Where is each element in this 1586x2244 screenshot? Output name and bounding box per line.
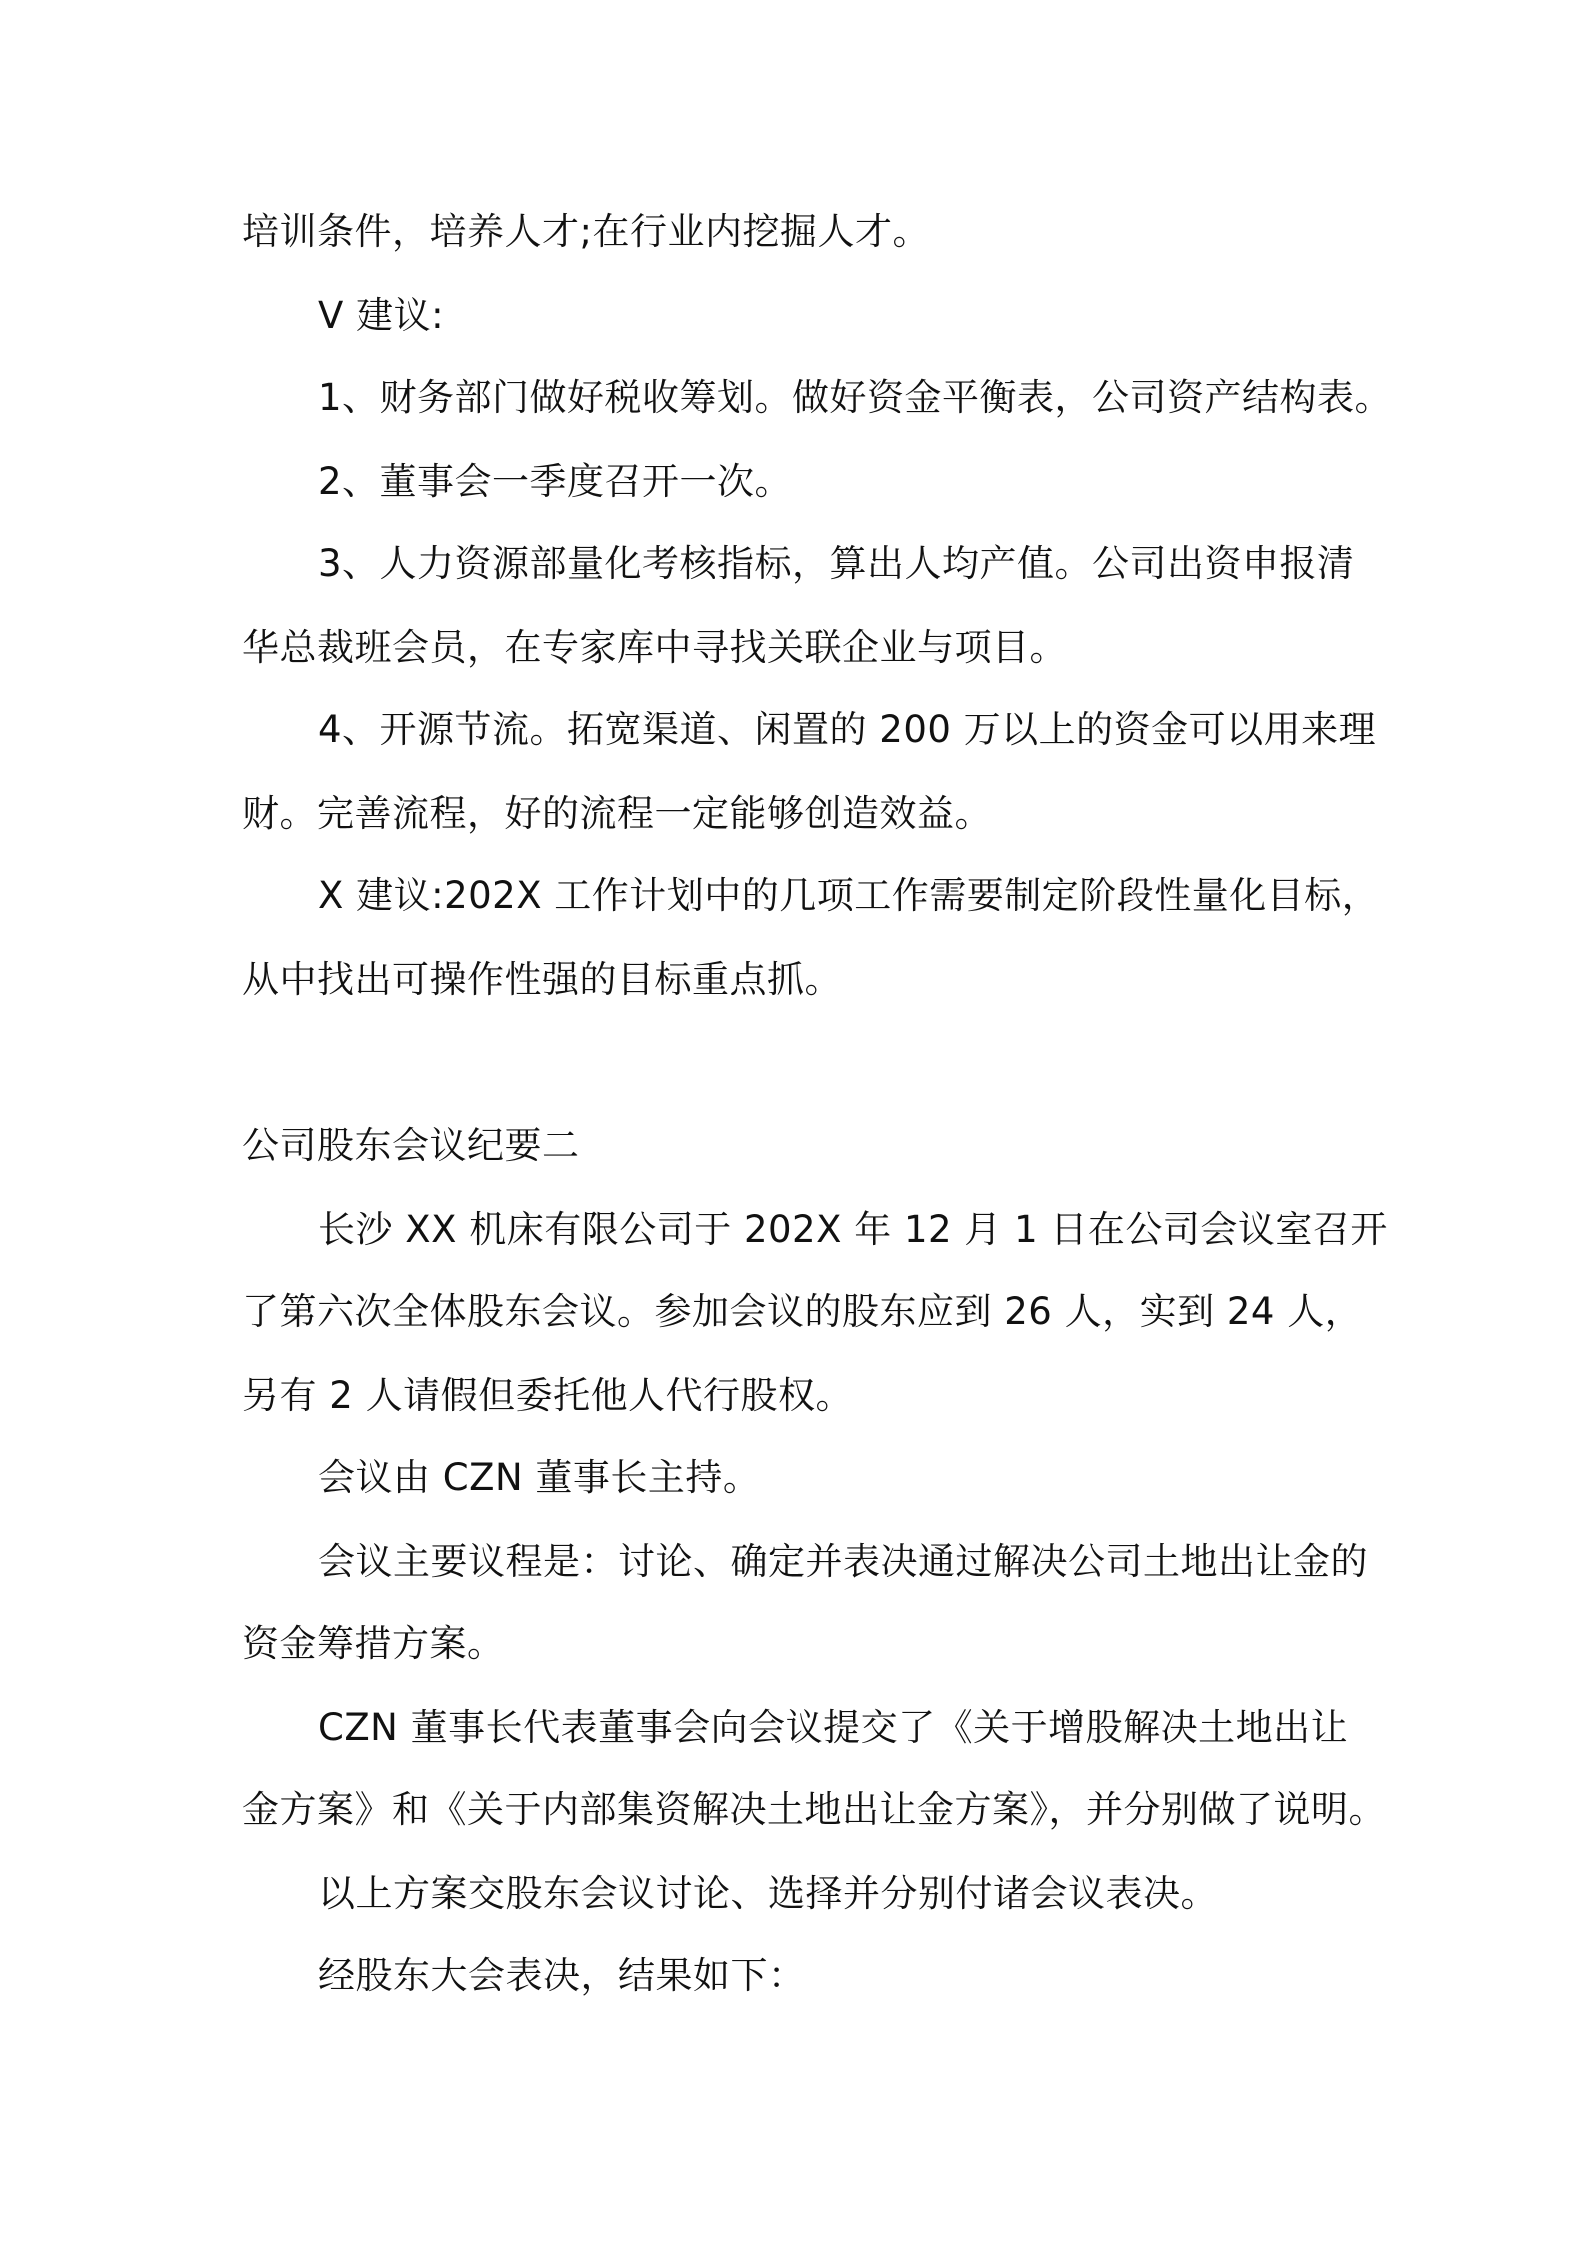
text-line: 从中找出可操作性强的目标重点抓。 <box>242 958 842 1001</box>
paragraph: X 建议:202X 工作计划中的几项工作需要制定阶段性量化目标， <box>318 874 1380 917</box>
list-item: 1、财务部门做好税收筹划。做好资金平衡表，公司资产结构表。 <box>318 376 1393 419</box>
paragraph: 以上方案交股东会议讨论、选择并分别付诸会议表决。 <box>318 1872 1218 1915</box>
paragraph: CZN 董事长代表董事会向会议提交了《关于增股解决土地出让 <box>318 1706 1349 1749</box>
text-line: 华总裁班会员，在专家库中寻找关联企业与项目。 <box>242 626 1067 669</box>
text-line: 财。完善流程，好的流程一定能够创造效益。 <box>242 792 992 835</box>
text-line: 资金筹措方案。 <box>242 1622 505 1665</box>
paragraph: 会议由 CZN 董事长主持。 <box>318 1456 761 1499</box>
text-line: 另有 2 人请假但委托他人代行股权。 <box>242 1374 854 1417</box>
section-heading: V 建议: <box>318 294 445 337</box>
list-item: 4、开源节流。拓宽渠道、闲置的 200 万以上的资金可以用来理 <box>318 708 1377 751</box>
list-item: 2、董事会一季度召开一次。 <box>318 460 793 503</box>
text-line: 培训条件，培养人才;在行业内挖掘人才。 <box>242 210 930 253</box>
text-line: 金方案》和《关于内部集资解决土地出让金方案》，并分别做了说明。 <box>242 1788 1386 1831</box>
section-title: 公司股东会议纪要二 <box>242 1124 580 1167</box>
list-item: 3、人力资源部量化考核指标，算出人均产值。公司出资申报清 <box>318 542 1355 585</box>
paragraph: 会议主要议程是：讨论、确定并表决通过解决公司土地出让金的 <box>318 1540 1368 1583</box>
text-line: 了第六次全体股东会议。参加会议的股东应到 26 人，实到 24 人， <box>242 1290 1363 1333</box>
paragraph: 长沙 XX 机床有限公司于 202X 年 12 月 1 日在公司会议室召开 <box>318 1208 1388 1251</box>
paragraph: 经股东大会表决，结果如下： <box>318 1954 806 1997</box>
